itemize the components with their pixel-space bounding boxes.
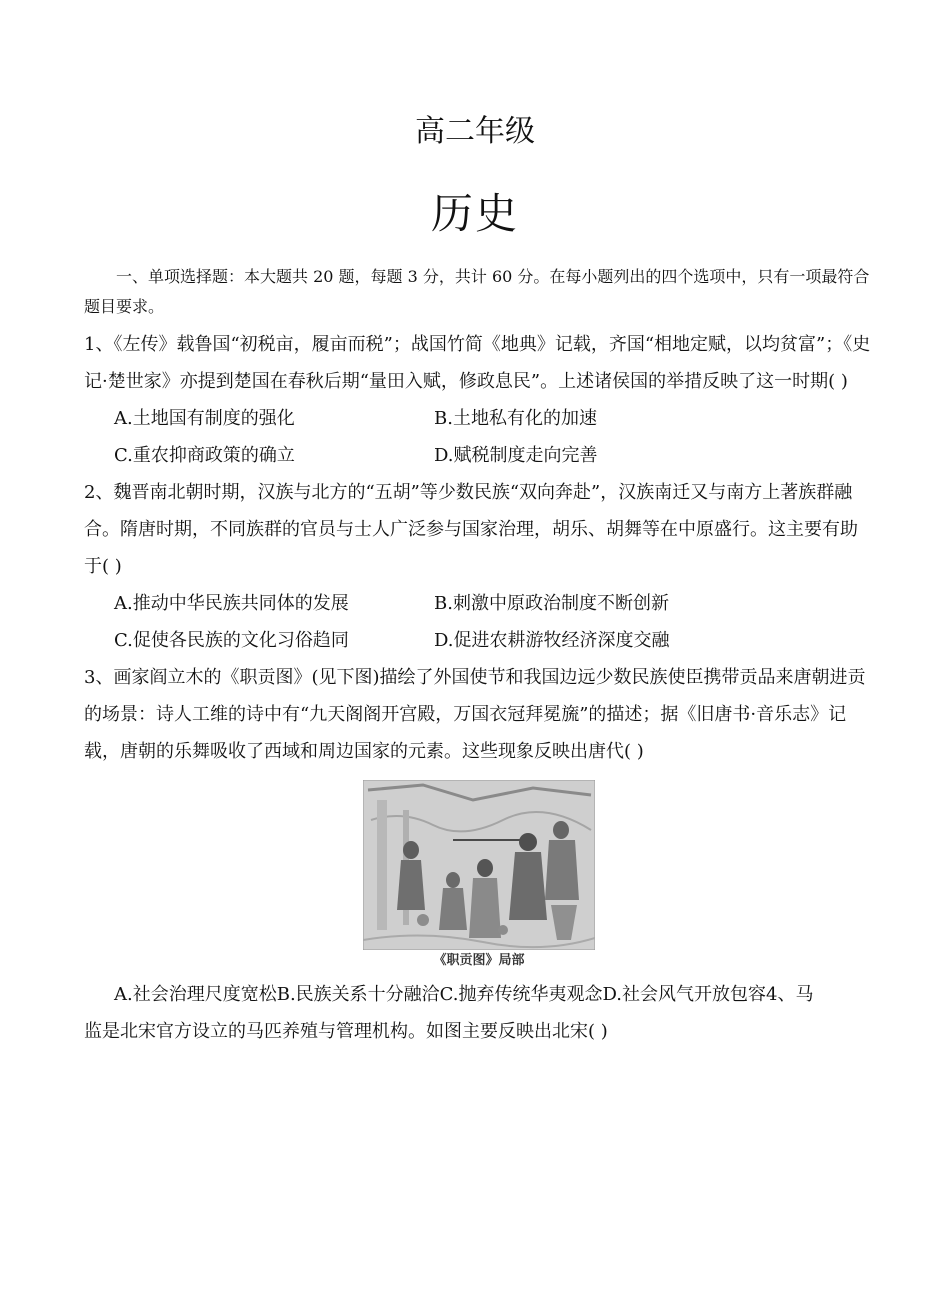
option-d[interactable]: D.赋税制度走向完善: [434, 445, 598, 466]
question-stem: 3、画家阎立木的《职贡图》(见下图)描绘了外国使节和我国边远少数民族使臣携带贡品来唐朝进贡的场景：诗人工维的诗中有“九天阁阁开宫殿，万国衣冠拜冕旒”的描述；据《旧唐书·音乐志》记载，唐朝的乐舞吸收了西域和周边国家的元素。这些现象反映出唐代( ): [84, 667, 866, 762]
question-4-stem-continuation: 监是北宋官方设立的马匹养殖与管理机构。如图主要反映出北宋( ): [84, 1021, 608, 1042]
question-options-inline[interactable]: A.社会治理尺度宽松B.民族关系十分融洽C.抛弃传统华夷观念D.社会风气开放包容4、马: [114, 984, 814, 1005]
painting-image: [363, 780, 595, 950]
figure-caption: 《职贡图》局部: [433, 953, 525, 968]
question-stem: 1、《左传》载鲁国“初税亩，履亩而税”；战国竹简《地典》记载，齐国“相地定赋，以均贫富”；《史记·楚世家》亦提到楚国在春秋后期“量田入赋，修政息民”。上述诸侯国的举措反映了这一时期( ): [84, 334, 871, 392]
question-3: [84, 659, 874, 1013]
question-options: [84, 400, 874, 474]
question-1: [84, 326, 874, 474]
option-b[interactable]: B.土地私有化的加速: [434, 408, 597, 429]
figure-zhigongtu: [363, 780, 595, 972]
exam-content: [84, 262, 874, 1050]
option-b[interactable]: B.刺激中原政治制度不断创新: [434, 593, 669, 614]
option-a[interactable]: A.土地国有制度的强化: [114, 408, 295, 429]
option-c[interactable]: C.重农抑商政策的确立: [114, 445, 295, 466]
question-options: [84, 585, 874, 659]
option-a[interactable]: A.推动中华民族共同体的发展: [114, 593, 349, 614]
grade-title: 高二年级: [415, 114, 535, 149]
question-2: [84, 474, 874, 659]
option-d[interactable]: D.促进农耕游牧经济深度交融: [434, 630, 670, 651]
section-instructions: 一、单项选择题：本大题共 20 题，每题 3 分，共计 60 分。在每小题列出的四个选项中，只有一项最符合题目要求。: [84, 267, 870, 316]
option-c[interactable]: C.促使各民族的文化习俗趋同: [114, 630, 349, 651]
subject-title: 历史: [430, 189, 519, 238]
question-stem: 2、魏晋南北朝时期，汉族与北方的“五胡”等少数民族“双向奔赴”，汉族南迁又与南方上著族群融合。隋唐时期，不同族群的官员与士人广泛参与国家治理，胡乐、胡舞等在中原盛行。这主要有助于( ): [84, 482, 858, 577]
